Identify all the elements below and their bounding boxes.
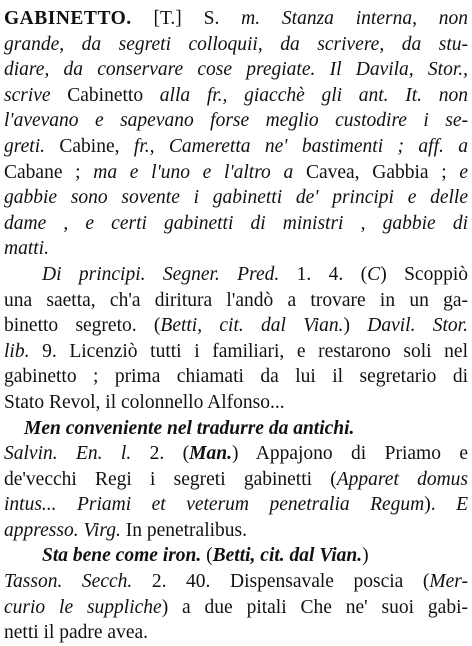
entry-line [4, 518, 468, 544]
roman-run: gabinetto ; prima chiamati da lui il segretario di [4, 366, 468, 388]
entry-line [4, 57, 468, 83]
entry-line [4, 108, 468, 134]
entry-line [4, 467, 468, 493]
italic-run: Davil. Stor. [367, 315, 468, 337]
entry-line [4, 492, 468, 518]
roman-run: 2. 40. Dispensavale poscia ( [151, 571, 430, 593]
entry-line [4, 416, 468, 442]
roman-run: ). [424, 494, 457, 516]
entry-line [4, 236, 468, 262]
italic-run: diare, da conservare cose pregiate. Il Davila, Stor., [4, 59, 468, 81]
entry-line [4, 595, 468, 621]
entry-line [4, 441, 468, 467]
bold-italic-run: Men conveniente nel tradurre da antichi. [24, 417, 355, 439]
roman-run: Cavea, Gabbia ; [305, 161, 460, 183]
italic-run: E [456, 494, 468, 516]
italic-run: greti. [4, 135, 60, 157]
roman-run: ) [362, 545, 369, 567]
headword: GABINETTO. [4, 8, 132, 29]
dictionary-entry [4, 6, 468, 646]
italic-run: l'avevano e sapevano forse meglio custodire i se- [4, 110, 468, 132]
entry-line [4, 313, 468, 339]
roman-run: netti il padre avea. [4, 622, 149, 644]
italic-run: curio le suppliche [4, 596, 162, 618]
italic-run: appresso. Virg. [4, 519, 126, 541]
italic-run: Betti, cit. dal Vian. [160, 315, 344, 337]
italic-run: matti. [4, 238, 49, 260]
bold-italic-run: Sta bene come iron. [42, 545, 207, 567]
italic-run: Tasson. Secch. [4, 571, 152, 593]
entry-line [4, 32, 468, 58]
roman-run: 1. 4. ( [296, 263, 368, 285]
entry-line [4, 390, 468, 416]
entry-line [4, 262, 468, 288]
italic-run: ma e l'uno e l'altro a [93, 161, 306, 183]
roman-run: 2. ( [149, 443, 190, 465]
roman-run: Cabine, [59, 135, 134, 157]
italic-run: intus... Priami et veterum penetralia Regum [4, 494, 425, 516]
italic-run: lib. [4, 340, 43, 362]
entry-line [4, 83, 468, 109]
roman-run: ) Scoppiò [380, 263, 468, 285]
bold-italic-run: Betti, cit. dal Vian. [212, 545, 363, 567]
italic-run: Apparet domus [336, 468, 468, 490]
entry-line [4, 364, 468, 390]
italic-run: Di principi. Segner. Pred. [42, 263, 297, 285]
roman-run: Stato Revol, il colonnello Alfonso... [4, 391, 285, 413]
entry-line [4, 339, 468, 365]
roman-run: Cabane ; [4, 161, 94, 183]
italic-run: alla fr., giacchè gli ant. It. non [159, 84, 468, 106]
roman-run: ( [206, 545, 213, 567]
roman-run: una saetta, ch'a diritura l'andò a trovare in un ga- [4, 289, 468, 311]
entry-line [4, 620, 468, 646]
italic-run: m. Stanza interna, non [241, 8, 468, 29]
entry-line [4, 6, 468, 32]
bold-italic-run: Man. [189, 443, 232, 465]
roman-run: 9. Licenziò tutti i familiari, e restarono soli nel [42, 340, 468, 362]
italic-run: Salvin. En. l. [4, 443, 150, 465]
entry-line [4, 185, 468, 211]
roman-run: In penetralibus. [125, 519, 247, 541]
italic-run: C [367, 263, 381, 285]
roman-run: [T.] S. [131, 8, 242, 29]
roman-run: ) [343, 315, 368, 337]
entry-line [4, 569, 468, 595]
italic-run: grande, da segreti colloquii, da scrivere, da stu- [4, 33, 468, 55]
italic-run: gabbie sono sovente i gabinetti de' principi e delle [4, 187, 468, 209]
roman-run: de'vecchi Regi i segreti gabinetti ( [4, 468, 337, 490]
entry-line [4, 543, 468, 569]
italic-run: scrive [4, 84, 68, 106]
italic-run: fr., Cameretta ne' bastimenti ; aff. a [133, 135, 468, 157]
entry-line [4, 160, 468, 186]
roman-run: binetto segreto. ( [4, 315, 161, 337]
italic-run: dame , e certi gabinetti di ministri , gabbie di [4, 212, 468, 234]
italic-run: Mer- [429, 571, 468, 593]
entry-line [4, 211, 468, 237]
italic-run: e [459, 161, 468, 183]
roman-run: Cabinetto [67, 84, 160, 106]
entry-line [4, 288, 468, 314]
roman-run: ) Appajono di Priamo e [231, 443, 468, 465]
entry-line [4, 134, 468, 160]
roman-run: ) a due pitali Che ne' suoi gabi- [161, 596, 468, 618]
